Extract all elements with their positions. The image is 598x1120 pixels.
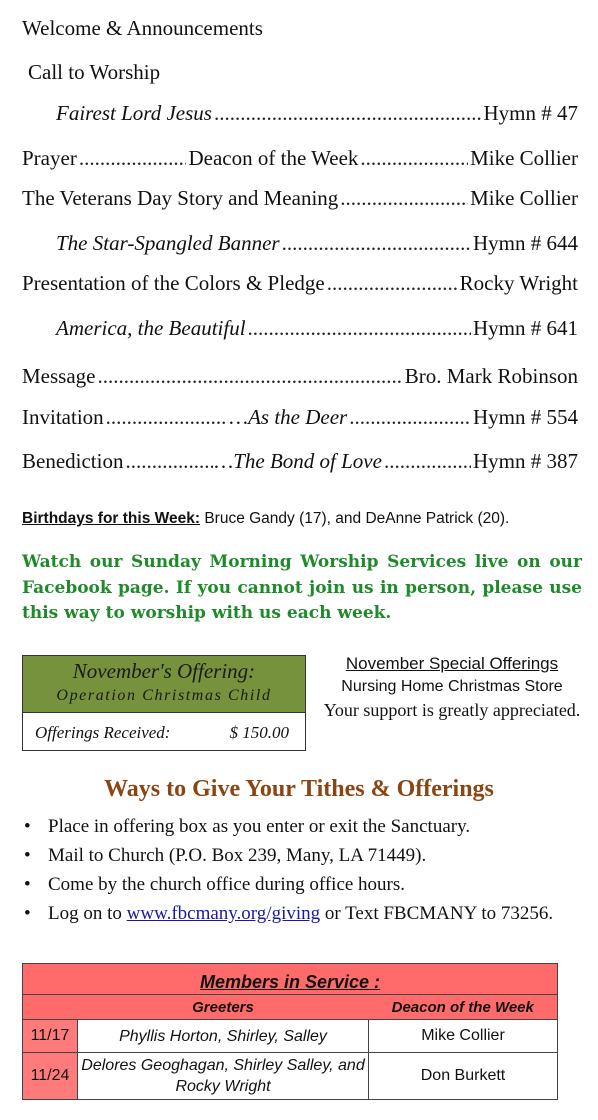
offering-received-amount: $ 150.00	[229, 723, 289, 742]
birthdays-text: Bruce Gandy (17), and DeAnne Patrick (20).	[204, 510, 510, 527]
leader-dots	[214, 101, 482, 126]
order-item	[22, 364, 578, 389]
leader-dots	[79, 146, 187, 171]
order-item-mid: …As the Deer	[229, 405, 348, 429]
offering-subtitle: Operation Christmas Child	[56, 687, 272, 704]
order-item-right: Bro. Mark Robinson	[404, 364, 578, 388]
leader-dots	[282, 231, 471, 256]
order-item	[22, 146, 578, 171]
watch-notice: Watch our Sunday Morning Worship Services live on our Facebook page. If you cannot join us in person, please use this way to worship with us each week.	[22, 552, 582, 623]
ways-item: Place in offering box as you enter or exit the Sanctuary.	[48, 816, 471, 837]
order-item	[22, 449, 578, 474]
offering-box	[22, 655, 306, 751]
offering-title: November's Offering:	[72, 659, 256, 683]
table-row	[23, 1053, 558, 1100]
special-offerings	[320, 653, 584, 722]
order-item-right: Hymn # 387	[473, 449, 579, 473]
welcome-announcements: Welcome & Announcements	[22, 16, 263, 40]
order-item-right: Hymn # 644	[473, 231, 578, 255]
list-item	[24, 870, 584, 899]
leader-dots	[340, 186, 468, 211]
order-item-title: Message	[22, 364, 96, 388]
bullet-icon: •	[24, 903, 31, 924]
offering-header	[23, 656, 305, 713]
order-item-title: America, the Beautiful	[56, 316, 246, 340]
table-row	[23, 1020, 558, 1053]
header-date	[23, 995, 78, 1020]
leader-dots	[97, 364, 402, 389]
members-header-row	[23, 995, 558, 1020]
call-to-worship: Call to Worship	[28, 60, 161, 84]
row-deacon: Mike Collier	[369, 1020, 558, 1053]
order-item	[22, 405, 578, 430]
order-item-right: Hymn # 554	[473, 405, 578, 429]
leader-dots	[349, 405, 471, 430]
ways-title: Ways to Give Your Tithes & Offerings	[104, 776, 494, 802]
order-item-title: Benediction	[22, 449, 124, 473]
bullet-icon: •	[24, 845, 31, 866]
row-date: 11/17	[23, 1020, 78, 1053]
leader-dots	[106, 405, 228, 430]
special-line: Nursing Home Christmas Store	[341, 678, 563, 695]
special-note: Your support is greatly appreciated.	[323, 700, 581, 720]
bullet-icon: •	[24, 816, 31, 837]
bullet-icon: •	[24, 874, 31, 895]
order-item-title: Invitation	[22, 405, 104, 429]
order-item	[56, 316, 578, 341]
order-item-title: The Star-Spangled Banner	[56, 231, 280, 255]
order-item	[56, 101, 578, 126]
members-table	[22, 963, 558, 1100]
members-title-row	[23, 964, 558, 995]
birthdays	[22, 510, 509, 528]
header-deacon: Deacon of the Week	[369, 995, 558, 1020]
header-greeters: Greeters	[78, 995, 369, 1020]
order-item-right: Mike Collier	[470, 146, 578, 170]
ways-item: Come by the church office during office hours.	[48, 874, 406, 895]
special-title: November Special Offerings	[345, 654, 559, 673]
birthdays-label: Birthdays for this Week:	[22, 510, 201, 527]
order-item-title: The Veterans Day Story and Meaning	[22, 186, 339, 210]
order-item	[22, 271, 578, 296]
offering-received	[23, 713, 305, 743]
list-item	[24, 841, 584, 870]
leader-dots	[384, 449, 471, 474]
row-date: 11/24	[23, 1053, 78, 1100]
leader-dots	[248, 316, 471, 341]
ways-item: Mail to Church (P.O. Box 239, Many, LA 71449).	[48, 845, 427, 866]
ways-list	[24, 812, 584, 928]
order-item-right: Hymn # 47	[483, 101, 578, 125]
list-item	[24, 812, 584, 841]
leader-dots	[125, 449, 212, 474]
order-item-mid: …The Bond of Love	[214, 449, 382, 473]
order-item-title: Fairest Lord Jesus	[56, 101, 212, 125]
online-suffix: or Text FBCMANY to 73256.	[324, 903, 554, 924]
ways-online	[48, 899, 553, 928]
order-item-right: Hymn # 641	[473, 316, 578, 340]
order-item-mid: Deacon of the Week	[188, 146, 359, 170]
order-item	[56, 231, 578, 256]
order-item-right: Rocky Wright	[459, 271, 578, 295]
list-item	[24, 899, 584, 928]
leader-dots	[327, 271, 458, 296]
row-greeters: Phyllis Horton, Shirley, Salley	[78, 1020, 369, 1053]
row-deacon: Don Burkett	[369, 1053, 558, 1100]
order-item-title: Presentation of the Colors & Pledge	[22, 271, 325, 295]
leader-dots	[360, 146, 468, 171]
giving-link[interactable]: www.fbcmany.org/giving	[126, 903, 321, 924]
row-greeters: Delores Geoghagan, Shirley Salley, and Rocky Wright	[78, 1053, 369, 1100]
offering-received-label: Offerings Received:	[35, 723, 171, 742]
order-item-title: Prayer	[22, 146, 77, 170]
order-item-right: Mike Collier	[470, 186, 578, 210]
online-prefix: Log on to	[48, 903, 122, 924]
order-item	[22, 186, 578, 211]
members-title: Members in Service :	[23, 964, 558, 995]
